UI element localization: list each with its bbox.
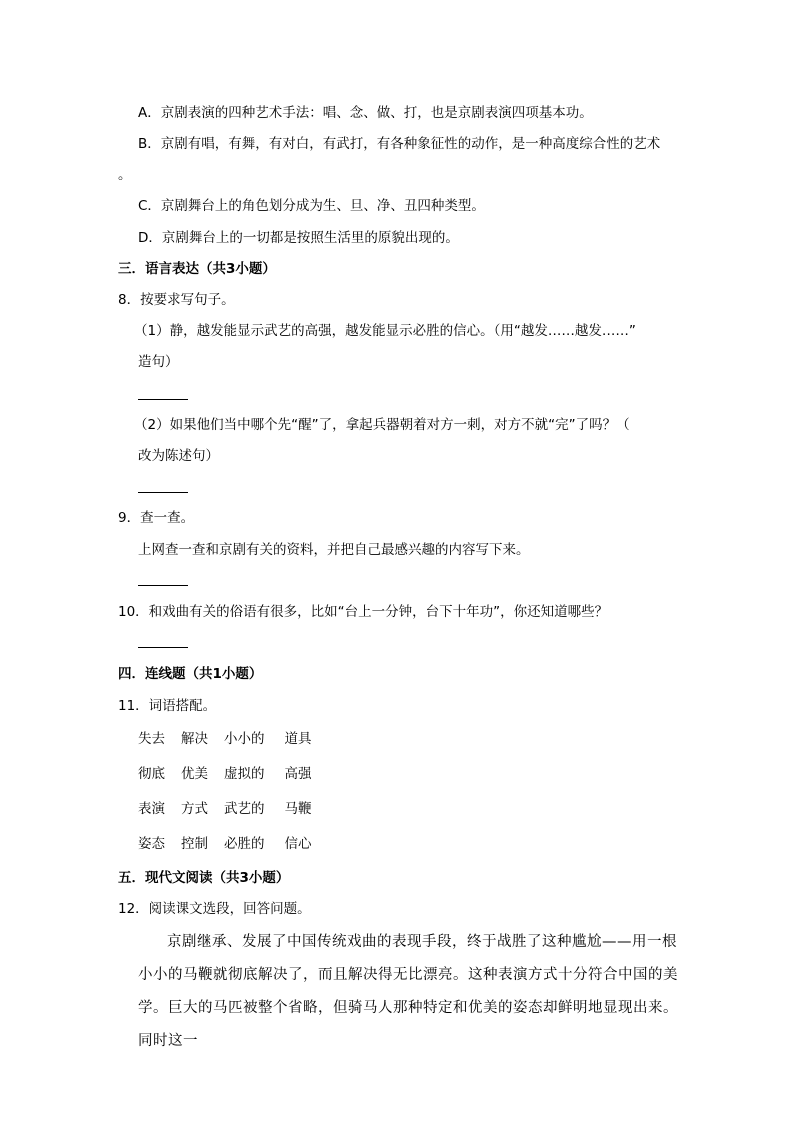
word-item[interactable]: 控制 — [181, 836, 208, 852]
q8-sub1-answer-blank[interactable] — [138, 399, 188, 400]
word-item[interactable]: 必胜的 — [224, 836, 265, 852]
word-row — [138, 764, 328, 799]
word-item[interactable]: 方式 — [181, 801, 208, 817]
word-item[interactable]: 道具 — [284, 731, 312, 747]
word-item[interactable]: 表演 — [138, 801, 165, 817]
q8-sub2-answer-blank[interactable] — [138, 492, 188, 493]
q8-sub2-line2: 改为陈述句） — [138, 448, 219, 464]
q8-stem: 8．按要求写句子。 — [118, 292, 235, 308]
q8-sub1-line2: 造句） — [138, 354, 179, 370]
q9-stem: 9．查一查。 — [118, 510, 195, 526]
section3-heading: 三．语言表达（共3小题） — [118, 261, 276, 277]
q9-body: 上网查一查和京剧有关的资料，并把自己最感兴趣的内容写下来。 — [138, 542, 530, 558]
q9-answer-blank[interactable] — [138, 585, 188, 586]
option-c: C．京剧舞台上的角色划分成为生、旦、净、丑四种类型。 — [138, 198, 485, 214]
q8-sub1-line1: （1）静，越发能显示武艺的高强，越发能显示必胜的信心。（用“越发……越发……” — [134, 323, 636, 339]
option-a: A．京剧表演的四种艺术手法：唱、念、做、打，也是京剧表演四项基本功。 — [138, 105, 593, 121]
word-item[interactable]: 彻底 — [138, 766, 165, 782]
section4-heading: 四．连线题（共1小题） — [118, 666, 263, 682]
q10-stem: 10．和戏曲有关的俗语有很多，比如“台上一分钟，台下十年功”，你还知道哪些？ — [118, 604, 609, 620]
word-item[interactable]: 武艺的 — [224, 801, 265, 817]
word-item[interactable]: 解决 — [181, 731, 208, 747]
option-d: D．京剧舞台上的一切都是按照生活里的原貌出现的。 — [138, 230, 459, 246]
q12-stem: 12．阅读课文选段，回答问题。 — [118, 901, 311, 917]
option-b: B．京剧有唱，有舞，有对白，有武打，有各种象征性的动作，是一种高度综合性的艺术 — [138, 136, 661, 152]
word-row — [138, 834, 328, 869]
q10-answer-blank[interactable] — [138, 647, 188, 648]
option-b-continuation: 。 — [118, 167, 132, 183]
word-item[interactable]: 高强 — [284, 766, 312, 782]
q11-stem: 11．词语搭配。 — [118, 698, 217, 714]
word-item[interactable]: 小小的 — [224, 731, 265, 747]
word-item[interactable]: 马鞭 — [284, 801, 312, 817]
word-item[interactable]: 优美 — [181, 766, 208, 782]
word-matching-grid — [138, 729, 328, 869]
word-item[interactable]: 虚拟的 — [224, 766, 265, 782]
q8-sub2-line1: （2）如果他们当中哪个先“醒”了，拿起兵器朝着对方一刺，对方不就“完”了吗？（ — [134, 417, 630, 433]
word-item[interactable]: 失去 — [138, 731, 165, 747]
word-row — [138, 799, 328, 834]
word-item[interactable]: 姿态 — [138, 836, 165, 852]
q12-passage: 京剧继承、发展了中国传统戏曲的表现手段，终于战胜了这种尴尬——用一根小小的马鞭就彻底解决了，而且解决得无比漂亮。这种表演方式十分符合中国的美学。巨大的马匹被整个省略，但骑马人那种特定和优美的姿态却鲜明地显现出来。同时这一 — [138, 934, 678, 1049]
word-row — [138, 729, 328, 764]
word-item[interactable]: 信心 — [284, 836, 312, 852]
section5-heading: 五．现代文阅读（共3小题） — [118, 870, 290, 886]
